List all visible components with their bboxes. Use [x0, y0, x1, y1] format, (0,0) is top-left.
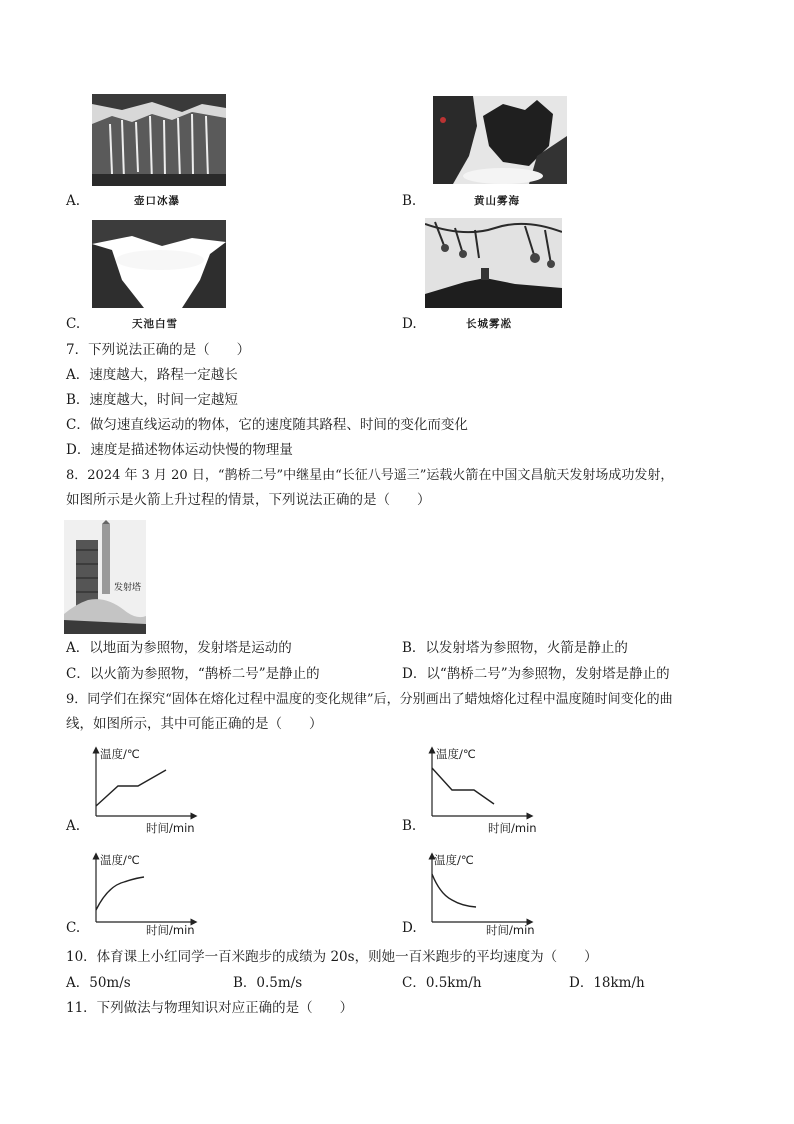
q7-option-c: C．做匀速直线运动的物体，它的速度随其路程、时间的变化而变化 [66, 417, 468, 433]
q9-graph-a-xlabel: 时间/min [146, 821, 195, 835]
rocket-launch-photo [64, 520, 146, 634]
q9-graph-b-curve [432, 768, 494, 804]
q8-stem-line-2: 如图所示是火箭上升过程的情景，下列说法正确的是（ ） [66, 492, 431, 508]
q11-stem: 11．下列做法与物理知识对应正确的是（ ） [66, 1000, 354, 1016]
q6-option-a-caption: 壶口冰瀑 [134, 195, 180, 207]
q7-option-d: D．速度是描述物体运动快慢的物理量 [66, 442, 293, 458]
q7-stem: 7．下列说法正确的是（ ） [66, 342, 251, 358]
q9-stem-line-2: 线，如图所示，其中可能正确的是（ ） [66, 716, 323, 732]
q9-graph-d-xlabel: 时间/min [486, 923, 535, 937]
q9-graph-d-ylabel: 温度/℃ [434, 853, 474, 867]
q9-graph-c-curve [96, 877, 144, 910]
q10-option-c: C．0.5km/h [402, 975, 482, 991]
q10-stem: 10．体育课上小红同学一百米跑步的成绩为 20s，则她一百米跑步的平均速度为（ ） [66, 949, 598, 965]
q6-option-c-letter: C. [66, 316, 81, 332]
q7-option-b: B．速度越大，时间一定越短 [66, 392, 238, 408]
q9-graph-b-xlabel: 时间/min [488, 821, 537, 835]
great-wall-rime-photo [425, 218, 562, 308]
q6-option-b-caption: 黄山雾海 [474, 195, 520, 207]
huangshan-sea-of-clouds-photo [433, 96, 567, 184]
hukou-ice-waterfall-photo [92, 94, 226, 186]
q10-option-d: D．18km/h [569, 975, 645, 991]
q9-stem-line-1: 9．同学们在探究“固体在熔化过程中温度的变化规律”后，分别画出了蜡烛熔化过程中温度随时间变化的曲 [66, 692, 673, 707]
q10-option-a: A．50m/s [66, 975, 131, 991]
q8-stem-line-1: 8．2024 年 3 月 20 日，“鹊桥二号”中继星由“长征八号遥三”运载火箭在中国文昌航天发射场成功发射， [66, 468, 674, 483]
q8-photo-label: 发射塔 [114, 583, 142, 593]
q9-graph-b-letter: B. [402, 818, 417, 834]
q8-option-b: B．以发射塔为参照物，火箭是静止的 [402, 640, 628, 656]
q9-graph-d-letter: D. [402, 920, 417, 936]
q9-graph-c-ylabel: 温度/℃ [100, 853, 140, 867]
q8-option-d: D．以“鹊桥二号”为参照物，发射塔是静止的 [402, 666, 670, 682]
q6-option-a-letter: A. [66, 193, 81, 209]
q9-graph-a-letter: A. [66, 818, 81, 834]
q6-option-c-caption: 天池白雪 [132, 318, 178, 330]
q10-option-b: B．0.5m/s [233, 975, 303, 991]
q9-graph-c-xlabel: 时间/min [146, 923, 195, 937]
q9-graph-a-curve [96, 770, 166, 806]
q6-option-d-letter: D. [402, 316, 417, 332]
q7-option-a: A．速度越大，路程一定越长 [66, 367, 238, 383]
q6-option-b-letter: B. [402, 193, 417, 209]
q9-graph-a-ylabel: 温度/℃ [100, 747, 140, 761]
q9-graph-d-curve [432, 874, 476, 907]
tianchi-white-snow-photo [92, 220, 226, 308]
q8-option-a: A．以地面为参照物，发射塔是运动的 [66, 640, 292, 656]
q9-graph-b-ylabel: 温度/℃ [436, 747, 476, 761]
q6-option-d-caption: 长城雾凇 [466, 318, 512, 330]
q9-graph-c-letter: C. [66, 920, 81, 936]
q8-option-c: C．以火箭为参照物，“鹊桥二号”是静止的 [66, 666, 320, 682]
